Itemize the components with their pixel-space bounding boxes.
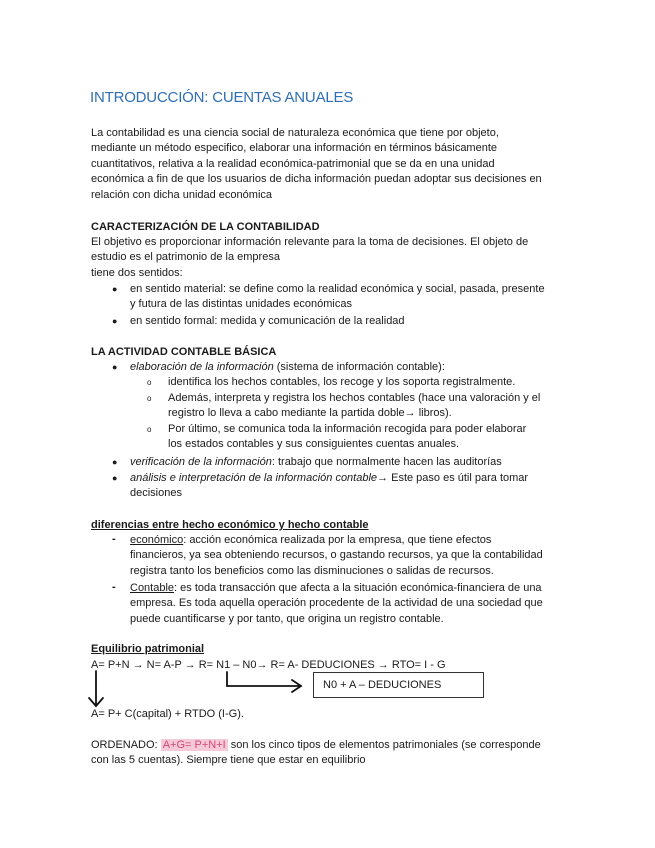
text-span: : es toda transacción que afecta a la situación económica-financiera de una bbox=[174, 582, 542, 594]
bullet-icon: ● bbox=[112, 473, 118, 483]
text-line: registro lo lleva a cabo mediante la partida doble→ libros). bbox=[168, 407, 452, 420]
italic-term: verificación de la información bbox=[130, 456, 272, 468]
text-line: estudio es el patrimonio de la empresa bbox=[91, 251, 280, 264]
text-line: puede cuantificarse y por tanto, que origina un registro contable. bbox=[130, 612, 444, 625]
dash-bullet-icon: - bbox=[112, 533, 116, 545]
text-line: tiene dos sentidos: bbox=[91, 266, 183, 279]
text-line: mediante un método especifico, elaborar una información en términos básicamente bbox=[91, 142, 498, 155]
text-span: → Este paso es útil para tomar bbox=[377, 472, 529, 484]
section-heading: diferencias entre hecho económico y hecho contable bbox=[91, 519, 369, 531]
section-heading: CARACTERIZACIÓN DE LA CONTABILIDAD bbox=[91, 221, 320, 233]
text-line: con las 5 cuentas). Siempre tiene que estar en equilibrio bbox=[91, 754, 366, 767]
ordenado-label: ORDENADO: bbox=[91, 739, 158, 751]
text-line: en sentido material: se define como la realidad económica y social, pasada, presente bbox=[130, 283, 545, 295]
section-heading: LA ACTIVIDAD CONTABLE BÁSICA bbox=[91, 346, 277, 358]
text-line: Por último, se comunica toda la información recogida para poder elaborar bbox=[168, 423, 527, 435]
text-span: son los cinco tipos de elementos patrimoniales (se corresponde bbox=[227, 739, 541, 751]
text-line: económica a fin de que los usuarios de dicha información puedan adoptar sus decisiones en bbox=[91, 173, 542, 186]
circle-bullet-icon: o bbox=[147, 394, 152, 403]
text-line: relación con dicha unidad económica bbox=[91, 188, 273, 201]
bullet-icon: ● bbox=[112, 362, 118, 372]
text-line: los estados contables y sus consiguientes cuentas anuales. bbox=[168, 438, 460, 451]
circle-bullet-icon: o bbox=[147, 378, 152, 387]
text-line: Además, interpreta y registra los hechos contables (hace una valoración y el bbox=[168, 392, 541, 404]
formula-line: A= P+ C(capital) + RTDO (I-G). bbox=[91, 708, 244, 720]
page-title: INTRODUCCIÓN: CUENTAS ANUALES bbox=[90, 89, 354, 106]
underlined-term: económico bbox=[130, 534, 184, 546]
text-line: decisiones bbox=[130, 487, 182, 500]
bullet-icon: ● bbox=[112, 316, 118, 326]
section-heading: Equilibrio patrimonial bbox=[91, 643, 205, 655]
text-line: empresa. Es toda aquella operación procedente de la actividad de una sociedad que bbox=[130, 597, 543, 610]
italic-term: análisis e interpretación de la información contable bbox=[130, 472, 378, 484]
formula-box: N0 + A – DEDUCIONES bbox=[313, 672, 484, 698]
text-span: : trabajo que normalmente hacen las auditorías bbox=[271, 456, 502, 468]
bullet-icon: ● bbox=[112, 457, 118, 467]
highlighted-formula: A+G= P+N+I bbox=[162, 739, 226, 751]
text-line: y futura de las distintas unidades económicas bbox=[130, 298, 352, 311]
text-line: registra tanto los beneficios como las disminuciones o salidas de recursos. bbox=[130, 564, 494, 577]
right-arrow-icon bbox=[227, 672, 300, 686]
text-line: El objetivo es proporcionar información relevante para la toma de decisiones. El objeto de bbox=[91, 236, 529, 248]
list-item: en sentido formal: medida y comunicación de la realidad bbox=[130, 315, 405, 327]
formula-line: A= P+N → N= A-P → R= N1 – N0→ R= A- DEDUCIONES → RTO= I - G bbox=[91, 659, 446, 671]
text-line: cuantitativos, relativa a la realidad económica-patrimonial que se da en una unidad bbox=[91, 157, 495, 170]
italic-term: elaboración de la información bbox=[130, 361, 274, 373]
text-span: (sistema de información contable): bbox=[273, 361, 445, 373]
bullet-icon: ● bbox=[112, 284, 118, 294]
text-span: : acción económica realizada por la empresa, que tiene efectos bbox=[183, 534, 492, 546]
text-line: financieros, ya sea obteniendo recursos, o gastando recursos, ya que la contabilidad bbox=[130, 549, 543, 562]
text-line: La contabilidad es una ciencia social de naturaleza económica que tiene por objeto, bbox=[91, 127, 499, 139]
sub-list-item: identifica los hechos contables, los recoge y los soporta registralmente. bbox=[168, 376, 516, 388]
underlined-term: Contable bbox=[130, 582, 175, 594]
dash-bullet-icon: - bbox=[112, 581, 116, 593]
ordenado-paragraph bbox=[91, 738, 567, 769]
circle-bullet-icon: o bbox=[147, 425, 152, 434]
